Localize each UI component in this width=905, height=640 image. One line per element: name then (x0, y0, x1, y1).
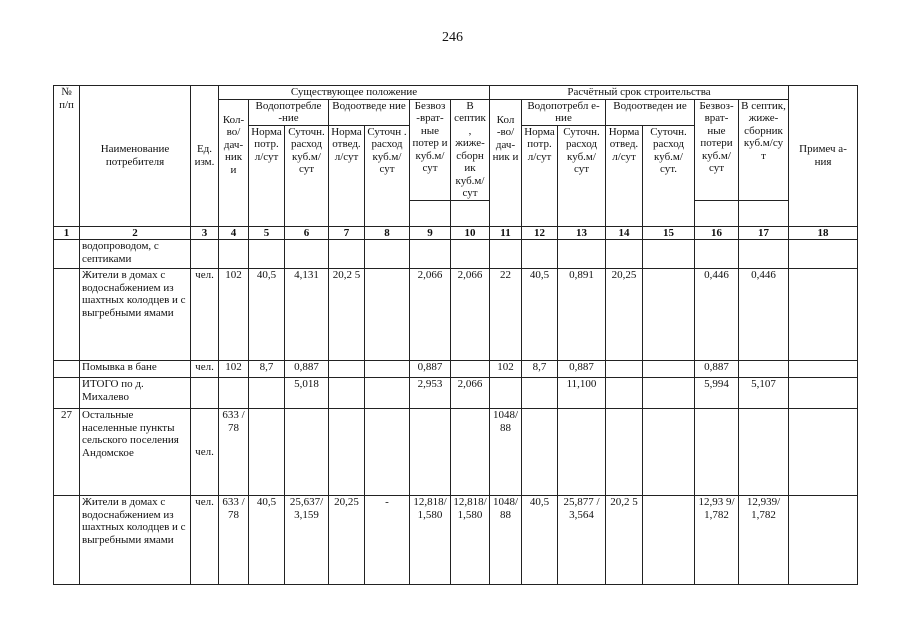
header-existing-norm-drain: Норма отвед. л/сут (329, 125, 365, 226)
cell-col-8: - (365, 496, 410, 585)
cell-col-1 (54, 240, 80, 269)
table-body (54, 240, 858, 585)
header-existing-count: Кол-во/ дач-ник и (219, 99, 249, 226)
column-number-6: 6 (285, 226, 329, 240)
cell-col-16: 12,93 9/ 1,782 (695, 496, 739, 585)
cell-col-15 (643, 378, 695, 409)
header-unit: Ед. изм. (191, 86, 219, 227)
cell-col-2: Остальные населенные пункты сельского поселения Андомское (80, 409, 191, 496)
cell-col-18 (789, 378, 858, 409)
cell-col-16: 0,446 (695, 269, 739, 361)
cell-col-12 (522, 240, 558, 269)
cell-col-16 (695, 240, 739, 269)
column-numbers-row (54, 226, 858, 240)
cell-col-3: чел. (191, 409, 219, 496)
cell-col-13: 25,877 / 3,564 (558, 496, 606, 585)
cell-col-18 (789, 361, 858, 378)
header-design-daily-supply: Суточн. расход куб.м/ сут (558, 125, 606, 226)
cell-col-14: 20,2 5 (606, 496, 643, 585)
cell-col-15 (643, 240, 695, 269)
cell-col-5 (249, 378, 285, 409)
cell-col-7 (329, 409, 365, 496)
cell-col-8 (365, 240, 410, 269)
cell-col-12: 8,7 (522, 361, 558, 378)
cell-col-17: 5,107 (739, 378, 789, 409)
cell-col-11: 102 (490, 361, 522, 378)
column-number-14: 14 (606, 226, 643, 240)
cell-col-12: 40,5 (522, 269, 558, 361)
cell-col-10: 2,066 (451, 378, 490, 409)
cell-col-16 (695, 409, 739, 496)
column-number-1: 1 (54, 226, 80, 240)
cell-col-15 (643, 269, 695, 361)
cell-col-17 (739, 240, 789, 269)
cell-col-1 (54, 378, 80, 409)
cell-col-18 (789, 496, 858, 585)
column-number-15: 15 (643, 226, 695, 240)
cell-col-10: 12,818/ 1,580 (451, 496, 490, 585)
header-design-daily-drain: Суточн. расход куб.м/ сут. (643, 125, 695, 226)
cell-col-15 (643, 409, 695, 496)
column-number-12: 12 (522, 226, 558, 240)
cell-col-7 (329, 240, 365, 269)
header-design-norm-drain: Норма отвед. л/сут (606, 125, 643, 226)
cell-col-13: 11,100 (558, 378, 606, 409)
cell-col-3: чел. (191, 361, 219, 378)
cell-col-10 (451, 409, 490, 496)
cell-col-14: 20,25 (606, 269, 643, 361)
table-row (54, 378, 858, 409)
header-existing-daily-drain: Суточн . расход куб.м/ сут (365, 125, 410, 226)
cell-col-6: 5,018 (285, 378, 329, 409)
header-design-loss: Безвоз-врат-ные потери куб.м/ сут (695, 99, 739, 200)
cell-col-2: Жители в домах с водоснабжением из шахтных колодцев и с выгребными ямами (80, 269, 191, 361)
cell-col-16: 0,887 (695, 361, 739, 378)
cell-col-4: 633 / 78 (219, 496, 249, 585)
column-number-5: 5 (249, 226, 285, 240)
cell-col-13: 0,891 (558, 269, 606, 361)
cell-col-12: 40,5 (522, 496, 558, 585)
cell-col-6 (285, 409, 329, 496)
cell-col-8 (365, 409, 410, 496)
cell-col-7 (329, 361, 365, 378)
header-existing: Существующее положение (219, 86, 490, 100)
header-design-septic: В септик, жиже-сборник куб.м/су т (739, 99, 789, 200)
cell-col-14 (606, 240, 643, 269)
cell-col-1 (54, 496, 80, 585)
column-number-8: 8 (365, 226, 410, 240)
cell-col-2: Жители в домах с водоснабжением из шахтных колодцев и с выгребными ямами (80, 496, 191, 585)
cell-col-8 (365, 361, 410, 378)
cell-col-10: 2,066 (451, 269, 490, 361)
header-design: Расчётный срок строительства (490, 86, 789, 100)
table-row (54, 269, 858, 361)
header-number: № п/п (54, 86, 80, 227)
cell-col-2: ИТОГО по д. Михалево (80, 378, 191, 409)
cell-col-2: водопроводом, с септиками (80, 240, 191, 269)
table-row (54, 240, 858, 269)
cell-col-9: 0,887 (410, 361, 451, 378)
header-existing-daily-supply: Суточн. расход куб.м/ сут (285, 125, 329, 226)
cell-col-6: 25,637/ 3,159 (285, 496, 329, 585)
consumption-table-wrapper (53, 85, 858, 585)
column-number-4: 4 (219, 226, 249, 240)
table-row (54, 409, 858, 496)
column-number-11: 11 (490, 226, 522, 240)
cell-col-4: 102 (219, 361, 249, 378)
cell-col-4 (219, 378, 249, 409)
column-number-9: 9 (410, 226, 451, 240)
column-number-17: 17 (739, 226, 789, 240)
cell-col-11 (490, 240, 522, 269)
cell-col-14 (606, 409, 643, 496)
table-row (54, 361, 858, 378)
cell-col-17 (739, 409, 789, 496)
cell-col-4 (219, 240, 249, 269)
header-design-norm-supply: Норма потр. л/сут (522, 125, 558, 226)
cell-col-1: 27 (54, 409, 80, 496)
cell-col-14 (606, 361, 643, 378)
header-existing-supply: Водопотребле -ние (249, 99, 329, 125)
header-design-supply: Водопотребл е-ние (522, 99, 606, 125)
cell-col-5: 40,5 (249, 496, 285, 585)
cell-col-5 (249, 409, 285, 496)
cell-col-13 (558, 409, 606, 496)
cell-col-6: 0,887 (285, 361, 329, 378)
cell-col-2: Помывка в бане (80, 361, 191, 378)
cell-col-3 (191, 240, 219, 269)
column-number-13: 13 (558, 226, 606, 240)
cell-col-10 (451, 240, 490, 269)
cell-col-10 (451, 361, 490, 378)
cell-col-8 (365, 378, 410, 409)
cell-col-14 (606, 378, 643, 409)
cell-col-1 (54, 361, 80, 378)
cell-col-5: 40,5 (249, 269, 285, 361)
column-number-16: 16 (695, 226, 739, 240)
cell-col-12 (522, 378, 558, 409)
header-design-drain: Водоотведен ие (606, 99, 695, 125)
column-number-7: 7 (329, 226, 365, 240)
column-number-18: 18 (789, 226, 858, 240)
header-row-1 (54, 86, 858, 100)
header-existing-septic: В септик , жиже-сборн ик куб.м/ сут (451, 99, 490, 200)
cell-col-9 (410, 240, 451, 269)
cell-col-6: 4,131 (285, 269, 329, 361)
cell-col-11: 1048/ 88 (490, 409, 522, 496)
header-existing-drain: Водоотведе ние (329, 99, 410, 125)
cell-col-9 (410, 409, 451, 496)
cell-col-18 (789, 240, 858, 269)
cell-col-5 (249, 240, 285, 269)
cell-col-7: 20,2 5 (329, 269, 365, 361)
cell-col-3: чел. (191, 269, 219, 361)
cell-col-15 (643, 361, 695, 378)
cell-col-9: 12,818/ 1,580 (410, 496, 451, 585)
header-notes: Примеч а-ния (789, 86, 858, 227)
cell-col-9: 2,066 (410, 269, 451, 361)
cell-col-17: 0,446 (739, 269, 789, 361)
cell-col-3 (191, 378, 219, 409)
header-consumer-name: Наименование потребителя (80, 86, 191, 227)
cell-col-6 (285, 240, 329, 269)
cell-col-9: 2,953 (410, 378, 451, 409)
cell-col-11: 1048/ 88 (490, 496, 522, 585)
cell-col-16: 5,994 (695, 378, 739, 409)
header-existing-loss: Безвоз -врат-ные потер и куб.м/ сут (410, 99, 451, 200)
cell-col-11: 22 (490, 269, 522, 361)
column-number-10: 10 (451, 226, 490, 240)
header-existing-norm-supply: Норма потр. л/сут (249, 125, 285, 226)
cell-col-7: 20,25 (329, 496, 365, 585)
column-number-2: 2 (80, 226, 191, 240)
cell-col-11 (490, 378, 522, 409)
cell-col-4: 633 / 78 (219, 409, 249, 496)
cell-col-7 (329, 378, 365, 409)
cell-col-18 (789, 269, 858, 361)
cell-col-17 (739, 361, 789, 378)
header-design-count: Кол -во/ дач-ник и (490, 99, 522, 226)
cell-col-5: 8,7 (249, 361, 285, 378)
cell-col-12 (522, 409, 558, 496)
column-number-3: 3 (191, 226, 219, 240)
water-consumption-table (53, 85, 858, 585)
cell-col-18 (789, 409, 858, 496)
table-row (54, 496, 858, 585)
cell-col-13 (558, 240, 606, 269)
cell-col-4: 102 (219, 269, 249, 361)
cell-col-13: 0,887 (558, 361, 606, 378)
cell-col-1 (54, 269, 80, 361)
cell-col-17: 12,939/ 1,782 (739, 496, 789, 585)
cell-col-8 (365, 269, 410, 361)
cell-col-15 (643, 496, 695, 585)
page-number: 246 (442, 30, 463, 45)
cell-col-3: чел. (191, 496, 219, 585)
